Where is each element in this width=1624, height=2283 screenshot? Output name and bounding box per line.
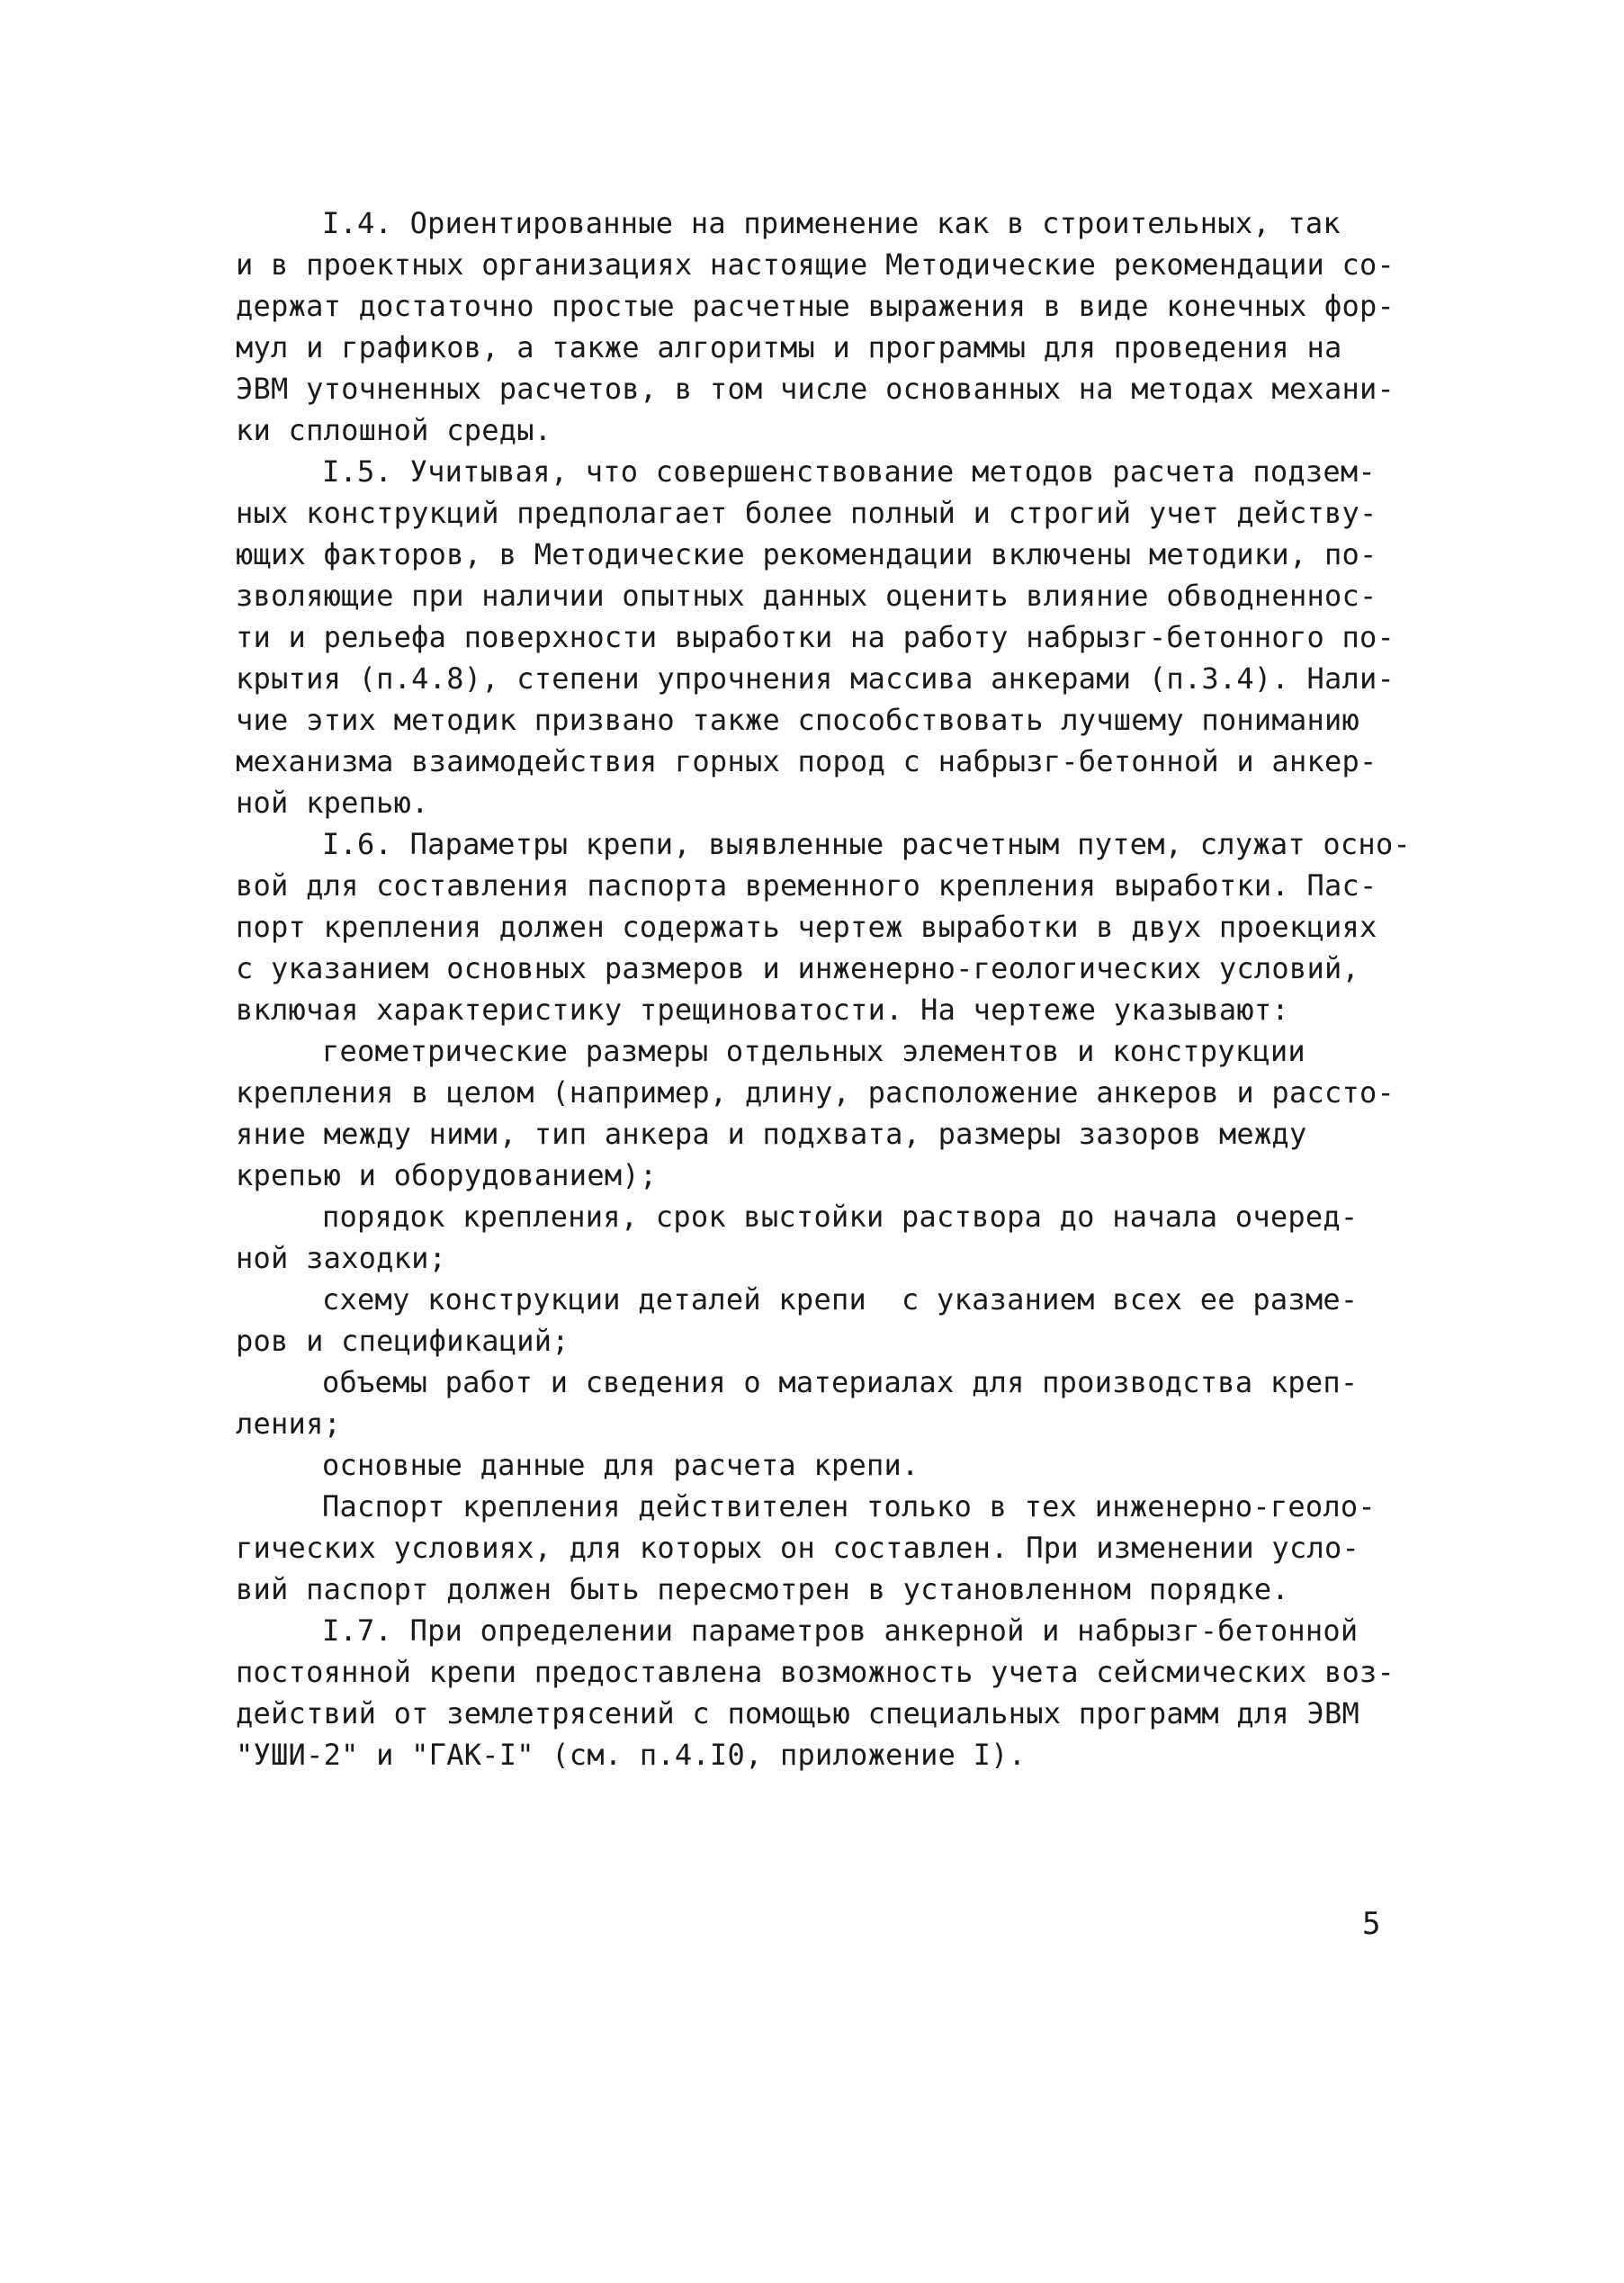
text-line: І.6. Параметры крепи, выявленные расчетным путем, служат осно- — [322, 827, 1411, 861]
text-line: порядок крепления, срок выстойки раствора до начала очеред- — [322, 1200, 1359, 1234]
text-line: вий паспорт должен быть пересмотрен в установленном порядке. — [236, 1572, 1289, 1606]
text-line: ки сплошной среды. — [236, 413, 552, 447]
text-line: порт крепления должен содержать чертеж выработки в двух проекциях — [236, 910, 1377, 944]
text-line: и в проектных организациях настоящие Методические рекомендации со- — [236, 247, 1395, 282]
text-line: ющих факторов, в Методические рекомендации включены методики, по- — [236, 537, 1377, 571]
text-line: І.7. При определении параметров анкерной и набрызг-бетонной — [322, 1613, 1359, 1648]
text-line: ных конструкций предполагает более полный и строгий учет действу- — [236, 496, 1377, 530]
page-number: 5 — [1362, 1906, 1381, 1942]
text-line: ти и рельефа поверхности выработки на работу набрызг-бетонного по- — [236, 620, 1395, 654]
text-line: постоянной крепи предоставлена возможность учета сейсмических воз- — [236, 1655, 1395, 1689]
text-line: ной заходки; — [236, 1241, 447, 1275]
text-line: ЭВМ уточненных расчетов, в том числе основанных на методах механи- — [236, 372, 1395, 406]
text-line: ления; — [236, 1407, 342, 1441]
text-line: І.4. Ориентированные на применение как в строительных, так — [322, 206, 1341, 240]
text-line: крепления в целом (например, длину, расположение анкеров и рассто- — [236, 1075, 1395, 1110]
text-line: вой для составления паспорта временного крепления выработки. Пас- — [236, 868, 1377, 903]
text-line: крепью и оборудованием); — [236, 1158, 658, 1192]
text-line: механизма взаимодействия горных пород с набрызг-бетонной и анкер- — [236, 744, 1377, 778]
text-line: "УШИ-2" и "ГАК-І" (см. п.4.І0, приложение І). — [236, 1738, 1027, 1772]
text-line: зволяющие при наличии опытных данных оценить влияние обводненнос- — [236, 579, 1377, 613]
text-line: держат достаточно простые расчетные выражения в виде конечных фор- — [236, 289, 1395, 323]
text-line: яние между ними, тип анкера и подхвата, размеры зазоров между — [236, 1117, 1307, 1151]
text-line: с указанием основных размеров и инженерно-геологических условий, — [236, 951, 1359, 985]
text-line: схему конструкции деталей крепи с указанием всех ее разме- — [322, 1282, 1359, 1317]
text-line: ной крепью. — [236, 786, 429, 820]
text-line: основные данные для расчета крепи. — [322, 1448, 920, 1482]
text-line: включая характеристику трещиноватости. На чертеже указывают: — [236, 993, 1289, 1027]
text-line: мул и графиков, а также алгоритмы и программы для проведения на — [236, 330, 1342, 364]
text-line: объемы работ и сведения о материалах для производства креп- — [322, 1365, 1359, 1399]
text-line: І.5. Учитывая, что совершенствование методов расчета подзем- — [322, 454, 1376, 489]
text-line: действий от землетрясений с помощью специальных программ для ЭВМ — [236, 1696, 1359, 1730]
text-line: ров и спецификаций; — [236, 1324, 570, 1358]
text-line: крытия (п.4.8), степени упрочнения массива анкерами (п.3.4). Нали- — [236, 661, 1395, 696]
text-line: геометрические размеры отдельных элементов и конструкции — [322, 1034, 1305, 1068]
text-line: Паспорт крепления действителен только в тех инженерно-геоло- — [322, 1489, 1376, 1523]
text-line: гических условиях, для которых он составлен. При изменении усло- — [236, 1531, 1359, 1565]
text-line: чие этих методик призвано также способствовать лучшему пониманию — [236, 703, 1359, 737]
